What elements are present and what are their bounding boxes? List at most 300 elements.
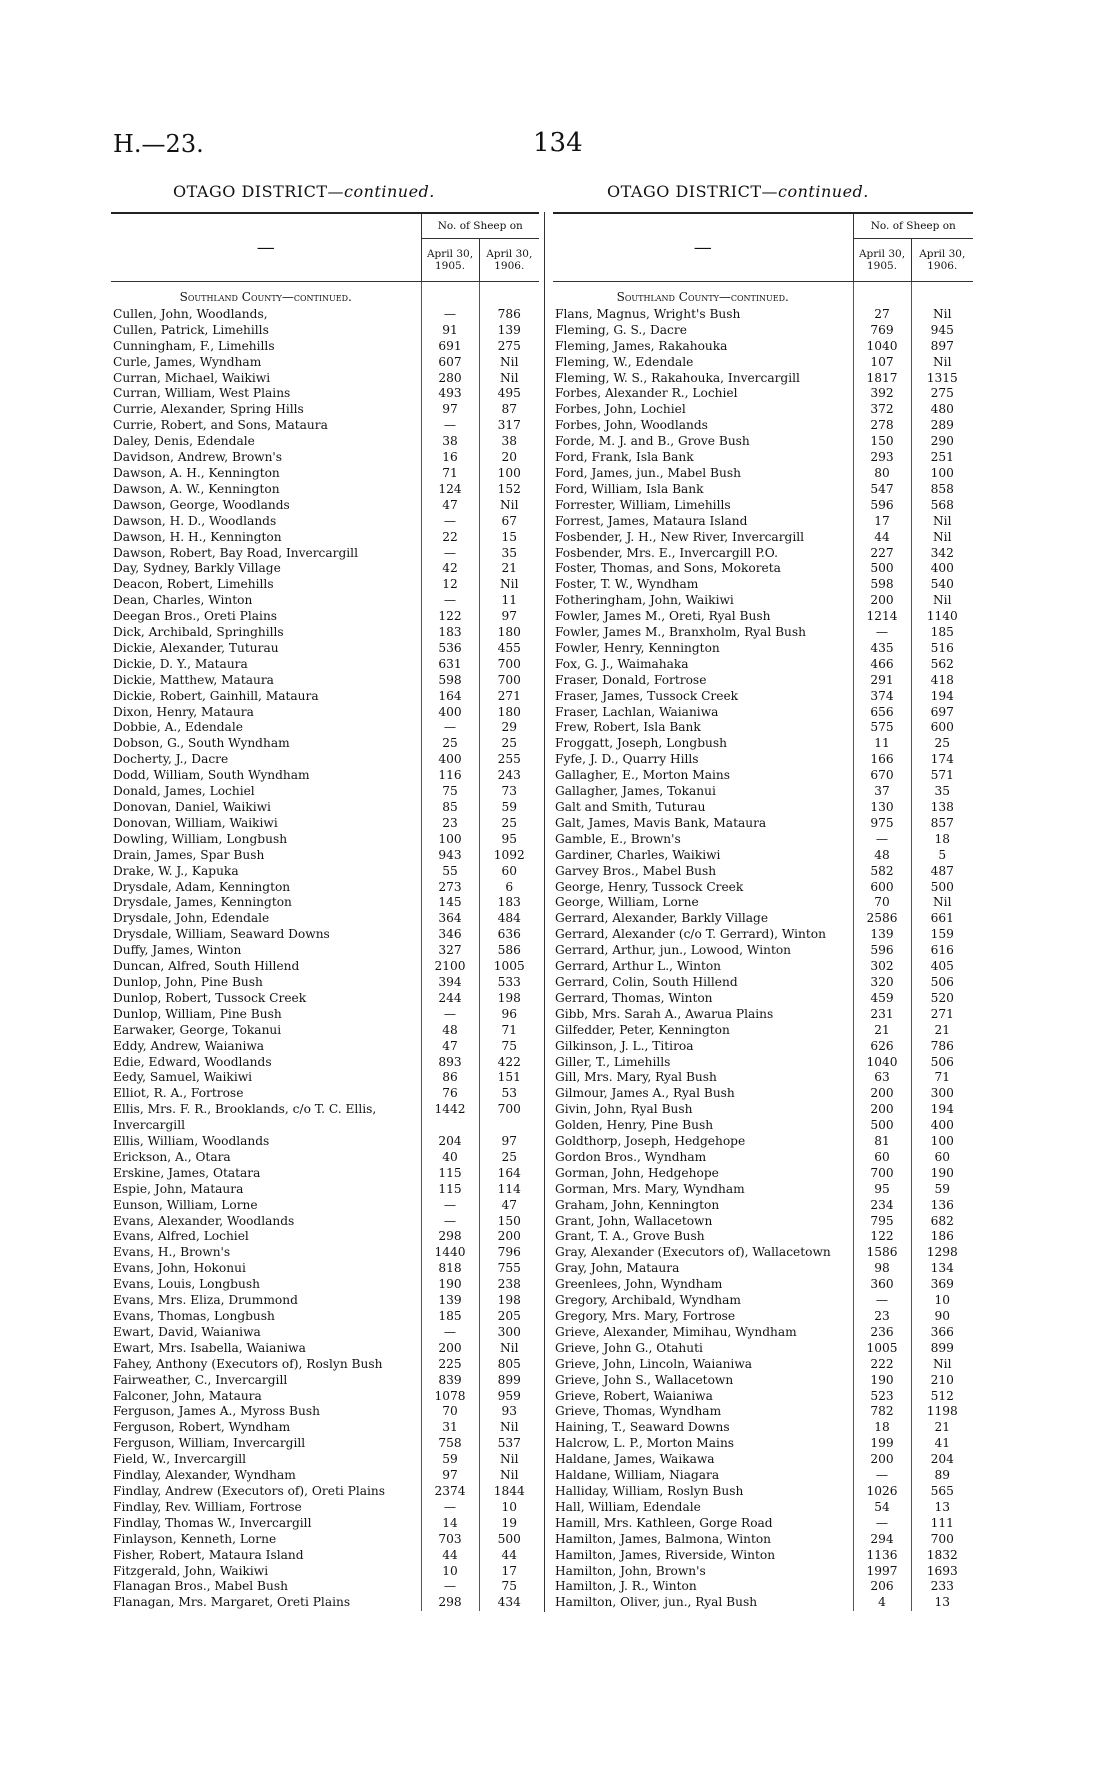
table-row — [553, 832, 973, 848]
table-row — [111, 1086, 539, 1102]
owner-name: Eddy, Andrew, Waianiwa — [113, 1038, 265, 1053]
sheep-1905: 42 — [421, 561, 479, 577]
sheep-1906: 300 — [911, 1086, 973, 1102]
sheep-1906: 114 — [479, 1182, 539, 1198]
table-row — [553, 434, 973, 450]
sheep-1905: 769 — [853, 323, 911, 339]
sheep-1906: 59 — [911, 1182, 973, 1198]
table-row — [553, 402, 973, 418]
sheep-1905: 346 — [421, 927, 479, 943]
sheep-1905: 459 — [853, 991, 911, 1007]
sheep-1906: 600 — [911, 720, 973, 736]
sheep-1906: 19 — [479, 1516, 539, 1532]
owner-name: Currie, Robert, and Sons, Mataura — [113, 418, 328, 433]
sheep-1906: 194 — [911, 689, 973, 705]
sheep-1906: 1693 — [911, 1564, 973, 1580]
table-row — [111, 1182, 539, 1198]
sheep-1905: — — [853, 1468, 911, 1484]
left-sheep-group-header: No. of Sheep on — [421, 213, 539, 239]
table-row — [553, 1484, 973, 1500]
sheep-1906: 198 — [479, 1293, 539, 1309]
table-row — [553, 959, 973, 975]
sheep-1906: Nil — [479, 355, 539, 371]
table-row — [553, 450, 973, 466]
sheep-1906: 697 — [911, 705, 973, 721]
owner-name: Gilmour, James A., Ryal Bush — [555, 1086, 735, 1101]
owner-name: Fahey, Anthony (Executors of), Roslyn Bush — [113, 1356, 383, 1371]
table-row — [111, 323, 539, 339]
sheep-1905: 40 — [421, 1150, 479, 1166]
sheep-1905: 122 — [421, 609, 479, 625]
table-row — [111, 991, 539, 1007]
table-row — [553, 371, 973, 387]
owner-name: Garvey Bros., Mabel Bush — [555, 863, 717, 878]
sheep-1906 — [479, 1118, 539, 1134]
sheep-1905: 37 — [853, 784, 911, 800]
table-row — [553, 1404, 973, 1420]
table-row — [111, 657, 539, 673]
sheep-1906: 565 — [911, 1484, 973, 1500]
sheep-1906: 100 — [911, 1134, 973, 1150]
table-row — [553, 514, 973, 530]
sheep-1906: 97 — [479, 609, 539, 625]
table-row — [553, 752, 973, 768]
owner-name: Finlayson, Kenneth, Lorne — [113, 1531, 277, 1546]
owner-name: Gerrard, Colin, South Hillend — [555, 974, 738, 989]
owner-name: Gilkinson, J. L., Titiroa — [555, 1038, 694, 1053]
sheep-1906: 616 — [911, 943, 973, 959]
owner-name: Dickie, Alexander, Tuturau — [113, 640, 279, 655]
owner-name: Fowler, James M., Branxholm, Ryal Bush — [555, 625, 807, 640]
sheep-1905: 97 — [421, 1468, 479, 1484]
table-row — [553, 355, 973, 371]
owner-name: Grieve, John, Lincoln, Waianiwa — [555, 1356, 753, 1371]
table-row — [111, 1404, 539, 1420]
sheep-1906: 562 — [911, 657, 973, 673]
owner-name: Gorman, Mrs. Mary, Wyndham — [555, 1181, 745, 1196]
owner-name: Espie, John, Mataura — [113, 1181, 244, 1196]
table-row — [111, 1548, 539, 1564]
owner-name: Halliday, William, Roslyn Bush — [555, 1483, 744, 1498]
sheep-1906: 150 — [479, 1214, 539, 1230]
owner-name: Gerrard, Alexander, Barkly Village — [555, 911, 769, 926]
right-column — [553, 212, 973, 1611]
owner-name: Gallagher, E., Morton Mains — [555, 768, 731, 783]
right-col-1906-header: April 30, 1906. — [911, 239, 973, 282]
owner-name: Fraser, Donald, Fortrose — [555, 672, 707, 687]
sheep-1905: 95 — [853, 1182, 911, 1198]
sheep-1905: 44 — [421, 1548, 479, 1564]
sheep-1906: 1005 — [479, 959, 539, 975]
sheep-1905: 70 — [421, 1404, 479, 1420]
sheep-1906: 73 — [479, 784, 539, 800]
sheep-1906: 11 — [479, 593, 539, 609]
owner-name: Fleming, James, Rakahouka — [555, 338, 728, 353]
owner-name: Fox, G. J., Waimahaka — [555, 656, 689, 671]
owner-name: Gilfedder, Peter, Kennington — [555, 1022, 730, 1037]
owner-name: Dobbie, A., Edendale — [113, 720, 243, 735]
table-row — [553, 386, 973, 402]
table-row — [553, 418, 973, 434]
table-row — [553, 880, 973, 896]
sheep-1906: Nil — [479, 1468, 539, 1484]
owner-name: George, Henry, Tussock Creek — [555, 879, 744, 894]
sheep-1906: 1298 — [911, 1245, 973, 1261]
sheep-1906: 25 — [479, 1150, 539, 1166]
owner-name: Dick, Archibald, Springhills — [113, 625, 284, 640]
sheep-1905: 47 — [421, 498, 479, 514]
owner-name: Forrester, William, Limehills — [555, 497, 731, 512]
owner-name: Hamilton, Oliver, jun., Ryal Bush — [555, 1595, 758, 1610]
sheep-1905: 63 — [853, 1070, 911, 1086]
owner-name: Falconer, John, Mataura — [113, 1388, 262, 1403]
table-row — [111, 1055, 539, 1071]
table-row — [553, 816, 973, 832]
sheep-1906: 53 — [479, 1086, 539, 1102]
sheep-1905: 124 — [421, 482, 479, 498]
sheep-1905: 1997 — [853, 1564, 911, 1580]
owner-name: Evans, John, Hokonui — [113, 1261, 246, 1276]
table-row — [111, 1484, 539, 1500]
sheep-1905: 199 — [853, 1436, 911, 1452]
owner-name: Fisher, Robert, Mataura Island — [113, 1547, 304, 1562]
sheep-1905: 200 — [853, 1086, 911, 1102]
owner-name: Fairweather, C., Invercargill — [113, 1372, 288, 1387]
table-row — [553, 895, 973, 911]
sheep-1905: 244 — [421, 991, 479, 1007]
owner-name: Fitzgerald, John, Waikiwi — [113, 1563, 269, 1578]
table-row — [111, 880, 539, 896]
table-row — [553, 736, 973, 752]
table-row — [553, 593, 973, 609]
owner-name: Frew, Robert, Isla Bank — [555, 720, 701, 735]
sheep-1906: Nil — [479, 1420, 539, 1436]
sheep-1906: 13 — [911, 1500, 973, 1516]
table-row — [111, 434, 539, 450]
sheep-1906: 271 — [911, 1007, 973, 1023]
sheep-1905: — — [421, 418, 479, 434]
owner-name: Drysdale, James, Kennington — [113, 895, 292, 910]
owner-name: Gray, Alexander (Executors of), Wallacetown — [555, 1245, 831, 1260]
sheep-1906: 300 — [479, 1325, 539, 1341]
table-row — [553, 943, 973, 959]
owner-name: Gill, Mrs. Mary, Ryal Bush — [555, 1070, 717, 1085]
table-row — [553, 911, 973, 927]
sheep-1906: 290 — [911, 434, 973, 450]
sheep-1906: 275 — [911, 386, 973, 402]
table-row — [553, 1277, 973, 1293]
sheep-1905: 71 — [421, 466, 479, 482]
table-row — [111, 864, 539, 880]
owner-name: Gerrard, Arthur L., Winton — [555, 959, 722, 974]
owner-name: Gerrard, Thomas, Winton — [555, 990, 713, 1005]
table-row — [111, 1102, 539, 1118]
owner-name: Ford, James, jun., Mabel Bush — [555, 465, 741, 480]
sheep-1905: 700 — [853, 1166, 911, 1182]
sheep-1906: 1832 — [911, 1548, 973, 1564]
owner-name: Goldthorp, Joseph, Hedgehope — [555, 1134, 746, 1149]
sheep-1905: 691 — [421, 339, 479, 355]
sheep-1905: 607 — [421, 355, 479, 371]
owner-name: Ellis, Mrs. F. R., Brooklands, c/o T. C. Ellis, — [113, 1102, 377, 1117]
table-row — [553, 1198, 973, 1214]
owner-name: Donovan, Daniel, Waikiwi — [113, 800, 271, 814]
sheep-1905: 596 — [853, 498, 911, 514]
owner-name: Evans, H., Brown's — [113, 1245, 231, 1260]
table-row — [111, 641, 539, 657]
sheep-1906: 533 — [479, 975, 539, 991]
table-row — [111, 927, 539, 943]
sheep-1905: 81 — [853, 1134, 911, 1150]
table-row — [553, 1070, 973, 1086]
report-reference: H.—23. — [113, 130, 204, 158]
owner-name: Findlay, Rev. William, Fortrose — [113, 1499, 302, 1514]
left-column — [111, 212, 539, 1611]
sheep-1905: 291 — [853, 673, 911, 689]
table-row — [553, 339, 973, 355]
table-row — [111, 307, 539, 323]
sheep-1906: 136 — [911, 1198, 973, 1214]
owner-name: Dawson, Robert, Bay Road, Invercargill — [113, 545, 358, 560]
sheep-1906: 6 — [479, 880, 539, 896]
sheep-1906: 186 — [911, 1229, 973, 1245]
owner-name: Fraser, Lachlan, Waianiwa — [555, 704, 719, 719]
sheep-1905: 280 — [421, 371, 479, 387]
sheep-1905: 122 — [853, 1229, 911, 1245]
owner-name: Cullen, John, Woodlands, — [113, 306, 268, 321]
sheep-1905: — — [853, 832, 911, 848]
sheep-1905: 55 — [421, 864, 479, 880]
right-section-title: OTAGO DISTRICT—continued. — [607, 182, 869, 201]
sheep-1906: 174 — [911, 752, 973, 768]
owner-name: Gerrard, Alexander (c/o T. Gerrard), Winton — [555, 927, 826, 942]
table-row — [111, 800, 539, 816]
table-row — [111, 848, 539, 864]
owner-name: Dawson, H. H., Kennington — [113, 529, 282, 544]
sheep-1905: — — [421, 1214, 479, 1230]
sheep-1906: 204 — [911, 1452, 973, 1468]
sheep-1905: 500 — [853, 1118, 911, 1134]
owner-name: Grieve, John S., Wallacetown — [555, 1372, 734, 1387]
sheep-1905: 294 — [853, 1532, 911, 1548]
sheep-1905: 85 — [421, 800, 479, 816]
sheep-1905: 10 — [421, 1564, 479, 1580]
sheep-1906: 139 — [479, 323, 539, 339]
table-row — [553, 1452, 973, 1468]
sheep-1906: 805 — [479, 1357, 539, 1373]
owner-name: Gibb, Mrs. Sarah A., Awarua Plains — [555, 1006, 774, 1021]
sheep-1906: 67 — [479, 514, 539, 530]
table-row — [553, 784, 973, 800]
table-row — [553, 720, 973, 736]
table-row — [111, 498, 539, 514]
sheep-1906: 198 — [479, 991, 539, 1007]
sheep-1906: 17 — [479, 1564, 539, 1580]
owner-name: Fosbender, Mrs. E., Invercargill P.O. — [555, 545, 778, 560]
table-row — [111, 895, 539, 911]
sheep-1906: 899 — [479, 1373, 539, 1389]
table-row — [553, 705, 973, 721]
table-row — [111, 1070, 539, 1086]
sheep-1906: 516 — [911, 641, 973, 657]
sheep-1906: 29 — [479, 720, 539, 736]
owner-name: Hamill, Mrs. Kathleen, Gorge Road — [555, 1515, 773, 1530]
owner-name: Fowler, Henry, Kennington — [555, 640, 720, 655]
table-row — [111, 386, 539, 402]
sheep-1905: 1026 — [853, 1484, 911, 1500]
sheep-1905: 27 — [853, 307, 911, 323]
sheep-1906: 480 — [911, 402, 973, 418]
owner-name: Haining, T., Seaward Downs — [555, 1420, 730, 1435]
owner-name: Findlay, Alexander, Wyndham — [113, 1468, 296, 1483]
sheep-1905: — — [853, 1293, 911, 1309]
table-row — [553, 1166, 973, 1182]
table-row — [111, 625, 539, 641]
sheep-1906: 700 — [479, 657, 539, 673]
sheep-1906: 959 — [479, 1389, 539, 1405]
sheep-1906: 1092 — [479, 848, 539, 864]
sheep-1906: Nil — [911, 355, 973, 371]
owner-name: Ewart, David, Waianiwa — [113, 1324, 261, 1339]
sheep-1906: 342 — [911, 546, 973, 562]
sheep-1905 — [421, 1118, 479, 1134]
owner-name: Cunningham, F., Limehills — [113, 338, 275, 353]
owner-name: Grieve, Robert, Waianiwa — [555, 1388, 713, 1403]
table-row — [111, 1452, 539, 1468]
left-col-1905-header: April 30, 1905. — [421, 239, 479, 282]
sheep-1906: Nil — [911, 514, 973, 530]
sheep-1905: 2586 — [853, 911, 911, 927]
right-col-1905-header: April 30, 1905. — [853, 239, 911, 282]
sheep-1906: 700 — [479, 1102, 539, 1118]
owner-name: Gorman, John, Hedgehope — [555, 1165, 719, 1180]
table-row — [111, 1229, 539, 1245]
sheep-1906: 21 — [911, 1023, 973, 1039]
table-row — [553, 1214, 973, 1230]
table-row — [111, 561, 539, 577]
sheep-1905: 200 — [853, 1452, 911, 1468]
table-row — [553, 1293, 973, 1309]
table-row — [111, 752, 539, 768]
sheep-1905: 139 — [421, 1293, 479, 1309]
owner-name: Forbes, Alexander R., Lochiel — [555, 386, 738, 401]
sheep-1906: 243 — [479, 768, 539, 784]
sheep-1905: 44 — [853, 530, 911, 546]
table-row — [553, 1086, 973, 1102]
sheep-1906: 897 — [911, 339, 973, 355]
table-row — [111, 530, 539, 546]
sheep-1906: 205 — [479, 1309, 539, 1325]
sheep-1906: 506 — [911, 1055, 973, 1071]
owner-name: Dunlop, Robert, Tussock Creek — [113, 990, 307, 1005]
owner-name: Halcrow, L. P., Morton Mains — [555, 1436, 735, 1451]
sheep-1905: 320 — [853, 975, 911, 991]
table-row — [111, 1007, 539, 1023]
sheep-1906: 93 — [479, 1404, 539, 1420]
left-subheading: Southland County—continued. — [179, 290, 352, 304]
sheep-1906: 200 — [479, 1229, 539, 1245]
sheep-1906: 568 — [911, 498, 973, 514]
owner-name: Froggatt, Joseph, Longbush — [555, 736, 727, 751]
owner-name: Flanagan Bros., Mabel Bush — [113, 1579, 288, 1594]
sheep-1905: 818 — [421, 1261, 479, 1277]
owner-name: Donald, James, Lochiel — [113, 784, 255, 799]
sheep-1906: 60 — [479, 864, 539, 880]
sheep-1906: 25 — [911, 736, 973, 752]
sheep-1906: 755 — [479, 1261, 539, 1277]
table-row — [553, 1245, 973, 1261]
table-row — [553, 577, 973, 593]
sheep-1905: 1586 — [853, 1245, 911, 1261]
sheep-1906: 520 — [911, 991, 973, 1007]
table-row — [111, 1245, 539, 1261]
owner-name: Fleming, W., Edendale — [555, 354, 694, 369]
owner-name: Fosbender, J. H., New River, Invercargill — [555, 529, 805, 544]
table-row — [553, 1548, 973, 1564]
table-row — [553, 864, 973, 880]
sheep-1905: 185 — [421, 1309, 479, 1325]
owner-name: Hamilton, J. R., Winton — [555, 1579, 697, 1594]
sheep-1906: 183 — [479, 895, 539, 911]
sheep-1906: 455 — [479, 641, 539, 657]
sheep-1905: 91 — [421, 323, 479, 339]
table-row — [553, 1357, 973, 1373]
table-row — [553, 673, 973, 689]
table-row — [111, 1166, 539, 1182]
table-row — [553, 975, 973, 991]
table-row — [111, 1595, 539, 1611]
table-row — [553, 1389, 973, 1405]
owner-name: Erickson, A., Otara — [113, 1149, 231, 1164]
sheep-1906: 506 — [911, 975, 973, 991]
sheep-1906: Nil — [911, 593, 973, 609]
sheep-1905: 536 — [421, 641, 479, 657]
owner-name: Haldane, James, Waikawa — [555, 1452, 715, 1467]
table-row — [111, 784, 539, 800]
sheep-1905: 115 — [421, 1166, 479, 1182]
sheep-1905: — — [421, 1500, 479, 1516]
sheep-1906: 47 — [479, 1198, 539, 1214]
sheep-1905: 360 — [853, 1277, 911, 1293]
sheep-1905: 150 — [853, 434, 911, 450]
table-row — [111, 1261, 539, 1277]
sheep-1906: Nil — [479, 371, 539, 387]
column-divider — [544, 212, 545, 1612]
sheep-1906: 1315 — [911, 371, 973, 387]
table-row — [111, 1134, 539, 1150]
owner-name: Deegan Bros., Oreti Plains — [113, 609, 278, 624]
sheep-1906: 484 — [479, 911, 539, 927]
sheep-1906: 111 — [911, 1516, 973, 1532]
sheep-1905: 943 — [421, 848, 479, 864]
sheep-1905: 1005 — [853, 1341, 911, 1357]
sheep-1905: — — [421, 1198, 479, 1214]
sheep-1905: — — [853, 1516, 911, 1532]
sheep-1906: 405 — [911, 959, 973, 975]
owner-name: Curran, Michael, Waikiwi — [113, 370, 271, 385]
sheep-1905: 893 — [421, 1055, 479, 1071]
owner-name: Gregory, Archibald, Wyndham — [555, 1293, 741, 1308]
sheep-1905: 115 — [421, 1182, 479, 1198]
owner-name: Dean, Charles, Winton — [113, 593, 253, 608]
table-row — [553, 1532, 973, 1548]
right-sheep-group-header: No. of Sheep on — [853, 213, 973, 239]
sheep-1905: 139 — [853, 927, 911, 943]
table-row — [553, 1023, 973, 1039]
table-row — [111, 705, 539, 721]
owner-name: Grant, T. A., Grove Bush — [555, 1229, 705, 1244]
table-row — [111, 402, 539, 418]
